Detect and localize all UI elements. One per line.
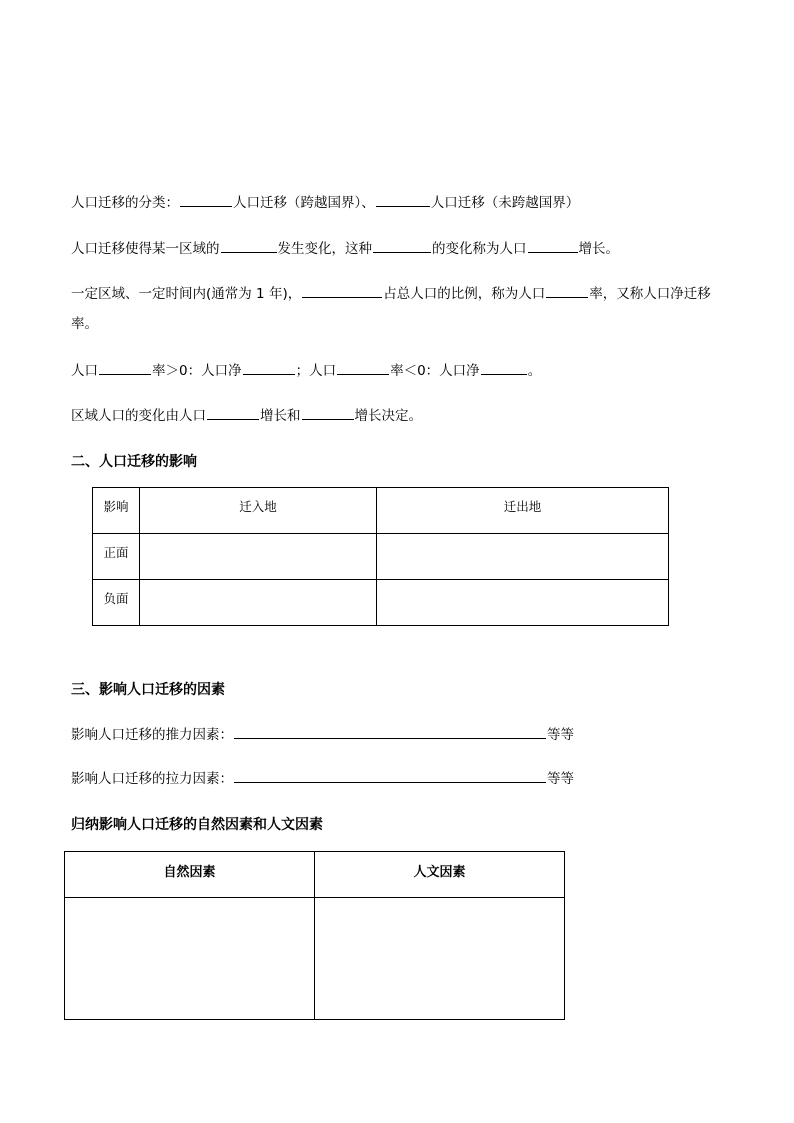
- impact-table: [92, 487, 669, 626]
- text: 增长。: [578, 241, 619, 257]
- header-origin: 迁出地: [377, 488, 669, 534]
- push-factors-line: [71, 724, 574, 744]
- section-heading-factors: 三、影响人口迁移的因素: [71, 682, 225, 698]
- text: 影响人口迁移的推力因素：: [71, 727, 233, 743]
- text: 。: [527, 363, 542, 379]
- text: 影响人口迁移的拉力因素：: [71, 771, 233, 787]
- section-heading-impact: 二、人口迁移的影响: [71, 454, 197, 470]
- text: 人口迁移使得某一区域的: [71, 241, 220, 257]
- fill-blank[interactable]: [234, 768, 546, 783]
- fill-blank[interactable]: [376, 192, 430, 207]
- text: 等等: [547, 771, 574, 787]
- cell-negative-destination[interactable]: [140, 580, 377, 626]
- cell-positive-destination[interactable]: [140, 534, 377, 580]
- pull-factors-line: [71, 768, 574, 788]
- fill-blank[interactable]: [234, 724, 546, 739]
- text: 人口: [71, 363, 98, 379]
- text: 一定区域、一定时间内(通常为 1 年)，: [71, 286, 302, 302]
- cell-negative-origin[interactable]: [377, 580, 669, 626]
- cell-natural-factors[interactable]: [65, 898, 315, 1020]
- cell-positive-origin[interactable]: [377, 534, 669, 580]
- regional-change-line: [71, 405, 422, 425]
- header-destination: 迁入地: [140, 488, 377, 534]
- row-label-positive: 正面: [93, 534, 140, 580]
- text: 的变化称为人口: [432, 241, 527, 257]
- fill-blank[interactable]: [337, 360, 389, 375]
- classification-line: [71, 192, 579, 212]
- text: 人口迁移（未跨越国界）: [430, 195, 580, 211]
- factors-table: [64, 851, 565, 1020]
- fill-blank[interactable]: [180, 192, 232, 207]
- text: 率＜0：人口净: [390, 363, 480, 379]
- fill-blank[interactable]: [302, 405, 354, 420]
- text: 区域人口的变化由人口: [71, 408, 206, 424]
- text: 率＞0：人口净: [152, 363, 242, 379]
- text: 人口迁移（跨越国界）、: [233, 195, 375, 211]
- text: 率，又称人口净迁移: [589, 286, 711, 302]
- fill-blank[interactable]: [373, 238, 431, 253]
- fill-blank[interactable]: [528, 238, 578, 253]
- row-label-negative: 负面: [93, 580, 140, 626]
- fill-blank[interactable]: [302, 283, 382, 298]
- fill-blank[interactable]: [546, 283, 588, 298]
- fill-blank[interactable]: [99, 360, 151, 375]
- rate-definition-line-cont: [71, 315, 98, 333]
- header-human-factors: 人文因素: [315, 852, 565, 898]
- table-corner-cell: 影响: [93, 488, 140, 534]
- fill-blank[interactable]: [207, 405, 259, 420]
- text: 率。: [71, 316, 98, 332]
- rate-sign-line: [71, 360, 541, 380]
- header-natural-factors: 自然因素: [65, 852, 315, 898]
- rate-definition-line: [71, 283, 711, 303]
- fill-blank[interactable]: [243, 360, 295, 375]
- text: 人口迁移的分类：: [71, 195, 179, 211]
- text: 等等: [547, 727, 574, 743]
- text: 增长决定。: [354, 408, 422, 424]
- cell-human-factors[interactable]: [315, 898, 565, 1020]
- text: 占总人口的比例，称为人口: [383, 286, 546, 302]
- text: ；人口: [295, 363, 337, 379]
- fill-blank[interactable]: [481, 360, 527, 375]
- change-line: [71, 238, 619, 258]
- sub-heading-summary: 归纳影响人口迁移的自然因素和人文因素: [71, 817, 323, 833]
- text: 发生变化，这种: [277, 241, 372, 257]
- text: 增长和: [260, 408, 301, 424]
- fill-blank[interactable]: [221, 238, 277, 253]
